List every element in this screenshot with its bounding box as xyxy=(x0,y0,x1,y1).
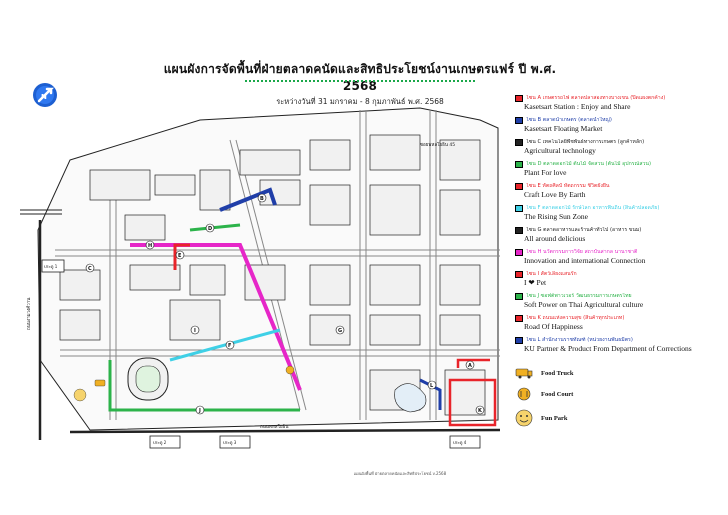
zone-marker-f-label: F xyxy=(228,343,232,349)
food-truck-icon xyxy=(515,367,533,379)
stadium-track xyxy=(128,358,168,400)
zone-j-thai: โซน J ซอฟต์พาวเวอร์ วัฒนธรรมการเกษตรไทย xyxy=(526,293,632,299)
zone-legend-c[interactable] xyxy=(515,139,720,156)
zone-marker-h-label: H xyxy=(148,243,153,249)
zone-marker-d[interactable] xyxy=(206,224,214,232)
food-truck-label: Food Truck xyxy=(541,369,574,377)
zone-e-thai: โซน E หัตถศิลป์ หัตถกรรม ชีวิตยั่งยืน xyxy=(526,183,610,189)
date-range: ระหว่างวันที่ 31 มกราคม - 8 กุมภาพันธ์ พ.ศ. 2568 xyxy=(276,97,444,106)
zone-marker-i[interactable] xyxy=(191,326,199,334)
zone-h-swatch xyxy=(515,249,523,256)
gate-label-4: ประตู 4 xyxy=(453,440,467,445)
zone-marker-i-label: I xyxy=(194,328,196,334)
zone-marker-g[interactable] xyxy=(336,326,344,334)
zone-h-thai: โซน H นวัตกรรมการวิจัย สถาบันสากล นานาชาติ xyxy=(526,249,638,255)
zone-i-swatch xyxy=(515,271,523,278)
zone-e-swatch xyxy=(515,183,523,190)
road-label-ngamwongwan: ถนนงามวงศ์วาน xyxy=(27,297,32,330)
zone-g-thai: โซน G ตลาดอาหารและร้านค้าทั่วไป (อาหาร ขนม) xyxy=(526,227,642,233)
zone-legend-i[interactable] xyxy=(515,271,720,288)
zone-marker-j[interactable] xyxy=(196,406,204,414)
zone-d-english: Plant For love xyxy=(524,168,567,177)
zone-l-thai: โซน L สำนักงานราชทัณฑ์ (หน่วยงานพันธมิตร) xyxy=(526,337,633,343)
map-food-court-icon xyxy=(286,366,294,374)
zone-marker-a[interactable] xyxy=(466,361,474,369)
zone-legend-h[interactable] xyxy=(515,249,720,266)
zone-marker-k-label: K xyxy=(478,408,482,414)
zone-marker-g-label: G xyxy=(338,328,343,334)
zone-legend-j[interactable] xyxy=(515,293,720,310)
zone-k-swatch xyxy=(515,315,523,322)
map-food-truck-icon xyxy=(95,380,105,386)
zone-marker-l[interactable] xyxy=(428,381,436,389)
zone-h-english: Innovation and international Connection xyxy=(524,256,646,265)
zone-c-english: Agricultural technology xyxy=(524,146,596,155)
zone-i-thai: โซน I สัตว์เลี้ยงแสนรัก xyxy=(526,271,577,277)
zone-marker-l-label: L xyxy=(430,383,434,389)
zone-legend-l[interactable] xyxy=(515,337,720,354)
zone-legend-a[interactable] xyxy=(515,95,720,112)
page-title: แผนผังการจัดพื้นที่ฝ่ายตลาดคนัดและสิทธิประโยชน์งานเกษตรแฟร์ ปี พ.ศ. 2568 xyxy=(163,62,557,93)
zone-marker-b[interactable] xyxy=(258,194,266,202)
zone-b-swatch xyxy=(515,117,523,124)
zone-k-english: Road Of Happiness xyxy=(524,322,583,331)
campus-map[interactable] xyxy=(0,100,510,470)
compass-label: N xyxy=(41,93,47,101)
zone-a-english: Kasetsart Station : Enjoy and Share xyxy=(524,102,631,111)
zone-b-english: Kasetsart Floating Market xyxy=(524,124,603,133)
zone-j-swatch xyxy=(515,293,523,300)
zone-d-swatch xyxy=(515,161,523,168)
zone-a-thai: โซน A เกษตรรถไฟ ตลาดปลาสองทางบางเขน (ปิดแผงตกค้าง) xyxy=(526,95,666,101)
zone-marker-h[interactable] xyxy=(146,241,154,249)
zone-b-thai: โซน B ตลาดน้ำเกษตร (ตลาดน้ำใหญ่) xyxy=(526,117,612,123)
zone-e-english: Craft Love By Earth xyxy=(524,190,586,199)
zone-f-english: The Rising Sun Zone xyxy=(524,212,588,221)
zone-marker-c-label: C xyxy=(88,266,92,272)
zone-c-swatch xyxy=(515,139,523,146)
legend-food-truck xyxy=(515,367,715,379)
gate-label-1: ประตู 1 xyxy=(44,264,58,269)
zone-g-english: All around delicious xyxy=(524,234,586,243)
zone-marker-e-label: E xyxy=(178,253,182,259)
zone-f-thai: โซน F ตลาดดอกไม้ รักษ์โลก อาหารพื้นถิ่น (สินค้าปลอดภัย) xyxy=(526,205,660,211)
phahonyothin-road xyxy=(70,430,500,432)
zone-d-thai: โซน D ตลาดดอกไม้ ต้นไม้ จัดสวน (ต้นไม้ อุปกรณ์สวน) xyxy=(526,161,651,167)
zone-legend-b[interactable] xyxy=(515,117,720,134)
gate-label-3: ประตู 3 xyxy=(223,440,237,445)
zone-marker-c[interactable] xyxy=(86,264,94,272)
map-fun-park-icon xyxy=(74,389,86,401)
legend-fun-park xyxy=(515,409,715,427)
fun-park-label: Fun Park xyxy=(541,414,568,422)
zone-i-english: I ❤ Pet xyxy=(524,278,547,287)
zone-k-thai: โซน K ถนนแห่งความสุข (สินค้าทุกประเภท) xyxy=(526,315,625,321)
zone-marker-e[interactable] xyxy=(176,251,184,259)
zone-marker-d-label: D xyxy=(208,226,213,232)
zone-legend-e[interactable] xyxy=(515,183,720,200)
zone-l-swatch xyxy=(515,337,523,344)
zone-j-english: Soft Power on Thai Agricultural culture xyxy=(524,300,644,309)
zone-c-thai: โซน C เทคโนโลยีพืชพันธ์ทางการเกษตร (ลูกค้าหลัก) xyxy=(526,139,645,145)
footer-note: แผนผังพื้นที่ ฝ่ายตลาดคนัดและสิทธิประโยชน์ v.2568 xyxy=(353,471,447,476)
zone-legend-f[interactable] xyxy=(515,205,720,222)
zone-legend-d[interactable] xyxy=(515,161,720,178)
zone-marker-b-label: B xyxy=(260,196,264,202)
zone-legend-g[interactable] xyxy=(515,227,720,244)
zone-marker-a-label: A xyxy=(468,363,472,369)
zone-marker-f[interactable] xyxy=(226,341,234,349)
fun-park-icon xyxy=(515,409,533,427)
zone-marker-k[interactable] xyxy=(476,406,484,414)
zone-marker-j-label: J xyxy=(199,408,201,414)
zone-g-swatch xyxy=(515,227,523,234)
food-court-label: Food Court xyxy=(541,390,574,398)
zone-legend-k[interactable] xyxy=(515,315,720,332)
road-label-soi45: ซอยพหลโยธิน 45 xyxy=(420,143,456,148)
food-court-icon xyxy=(515,387,533,401)
zone-l-english: KU Partner & Product From Department of Corrections xyxy=(524,344,692,353)
zone-a-swatch xyxy=(515,95,523,102)
zone-f-swatch xyxy=(515,205,523,212)
legend-food-court xyxy=(515,387,715,401)
road-label-phahonyothin: ถนนพหลโยธิน xyxy=(260,425,289,430)
title-divider xyxy=(245,80,475,82)
gate-label-2: ประตู 2 xyxy=(153,440,167,445)
